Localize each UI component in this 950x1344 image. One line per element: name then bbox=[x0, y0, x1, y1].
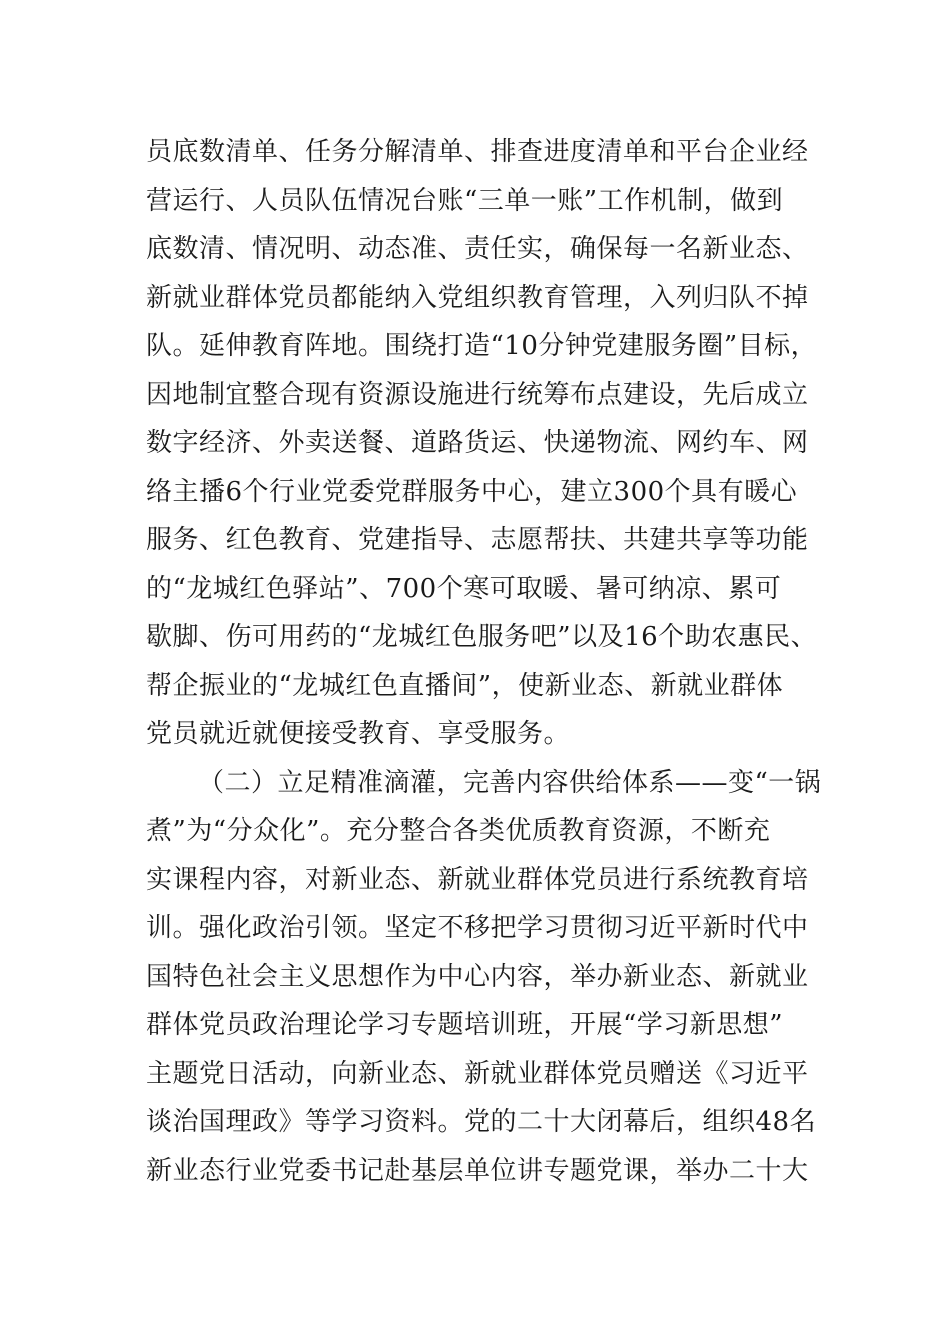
text-line: 因地制宜整合现有资源设施进行统筹布点建设，先后成立 bbox=[146, 379, 809, 410]
text-line: 的“龙城红色驿站”、700个寒可取暖、暑可纳凉、累可 bbox=[146, 573, 782, 604]
text-line: 营运行、人员队伍情况台账“三单一账”工作机制，做到 bbox=[146, 185, 784, 216]
text-line: 底数清、情况明、动态准、责任实，确保每一名新业态、 bbox=[146, 234, 809, 264]
text-line: 新就业群体党员都能纳入党组织教育管理，入列归队不掉 bbox=[146, 282, 809, 313]
text-line: 队。延伸教育阵地。围绕打造“10分钟党建服务圈”目标， bbox=[146, 331, 818, 361]
text-line: 训。强化政治引领。坚定不移把学习贯彻习近平新时代中 bbox=[146, 913, 809, 943]
text-line: 歇脚、伤可用药的“龙城红色服务吧”以及16个助农惠民、 bbox=[146, 622, 818, 652]
body-text bbox=[146, 128, 826, 1195]
text-line: 员底数清单、任务分解清单、排查进度清单和平台企业经 bbox=[146, 137, 809, 167]
text-line: 服务、红色教育、党建指导、志愿帮扶、共建共享等功能 bbox=[146, 525, 809, 555]
text-line: 新业态行业党委书记赴基层单位讲专题党课，举办二十大 bbox=[146, 1155, 809, 1186]
section-heading-line: （二）立足精准滴灌，完善内容供给体系——变“一锅 bbox=[198, 767, 822, 798]
text-line: 帮企振业的“龙城红色直播间”，使新业态、新就业群体 bbox=[146, 670, 784, 701]
text-line: 谈治国理政》等学习资料。党的二十大闭幕后，组织48名 bbox=[146, 1107, 817, 1137]
text-line: 国特色社会主义思想作为中心内容，举办新业态、新就业 bbox=[146, 961, 809, 992]
text-line: 数字经济、外卖送餐、道路货运、快递物流、网约车、网 bbox=[146, 428, 809, 458]
text-line: 实课程内容，对新业态、新就业群体党员进行系统教育培 bbox=[146, 864, 809, 895]
text-line: 煮”为“分众化”。充分整合各类优质教育资源，不断充 bbox=[146, 816, 771, 846]
text-line: 主题党日活动，向新业态、新就业群体党员赠送《习近平 bbox=[146, 1058, 809, 1089]
text-line: 群体党员政治理论学习专题培训班，开展“学习新思想” bbox=[146, 1010, 784, 1040]
text-line: 络主播6个行业党委党群服务中心，建立300个具有暖心 bbox=[146, 476, 798, 507]
text-line: 党员就近就便接受教育、享受服务。 bbox=[146, 719, 571, 749]
